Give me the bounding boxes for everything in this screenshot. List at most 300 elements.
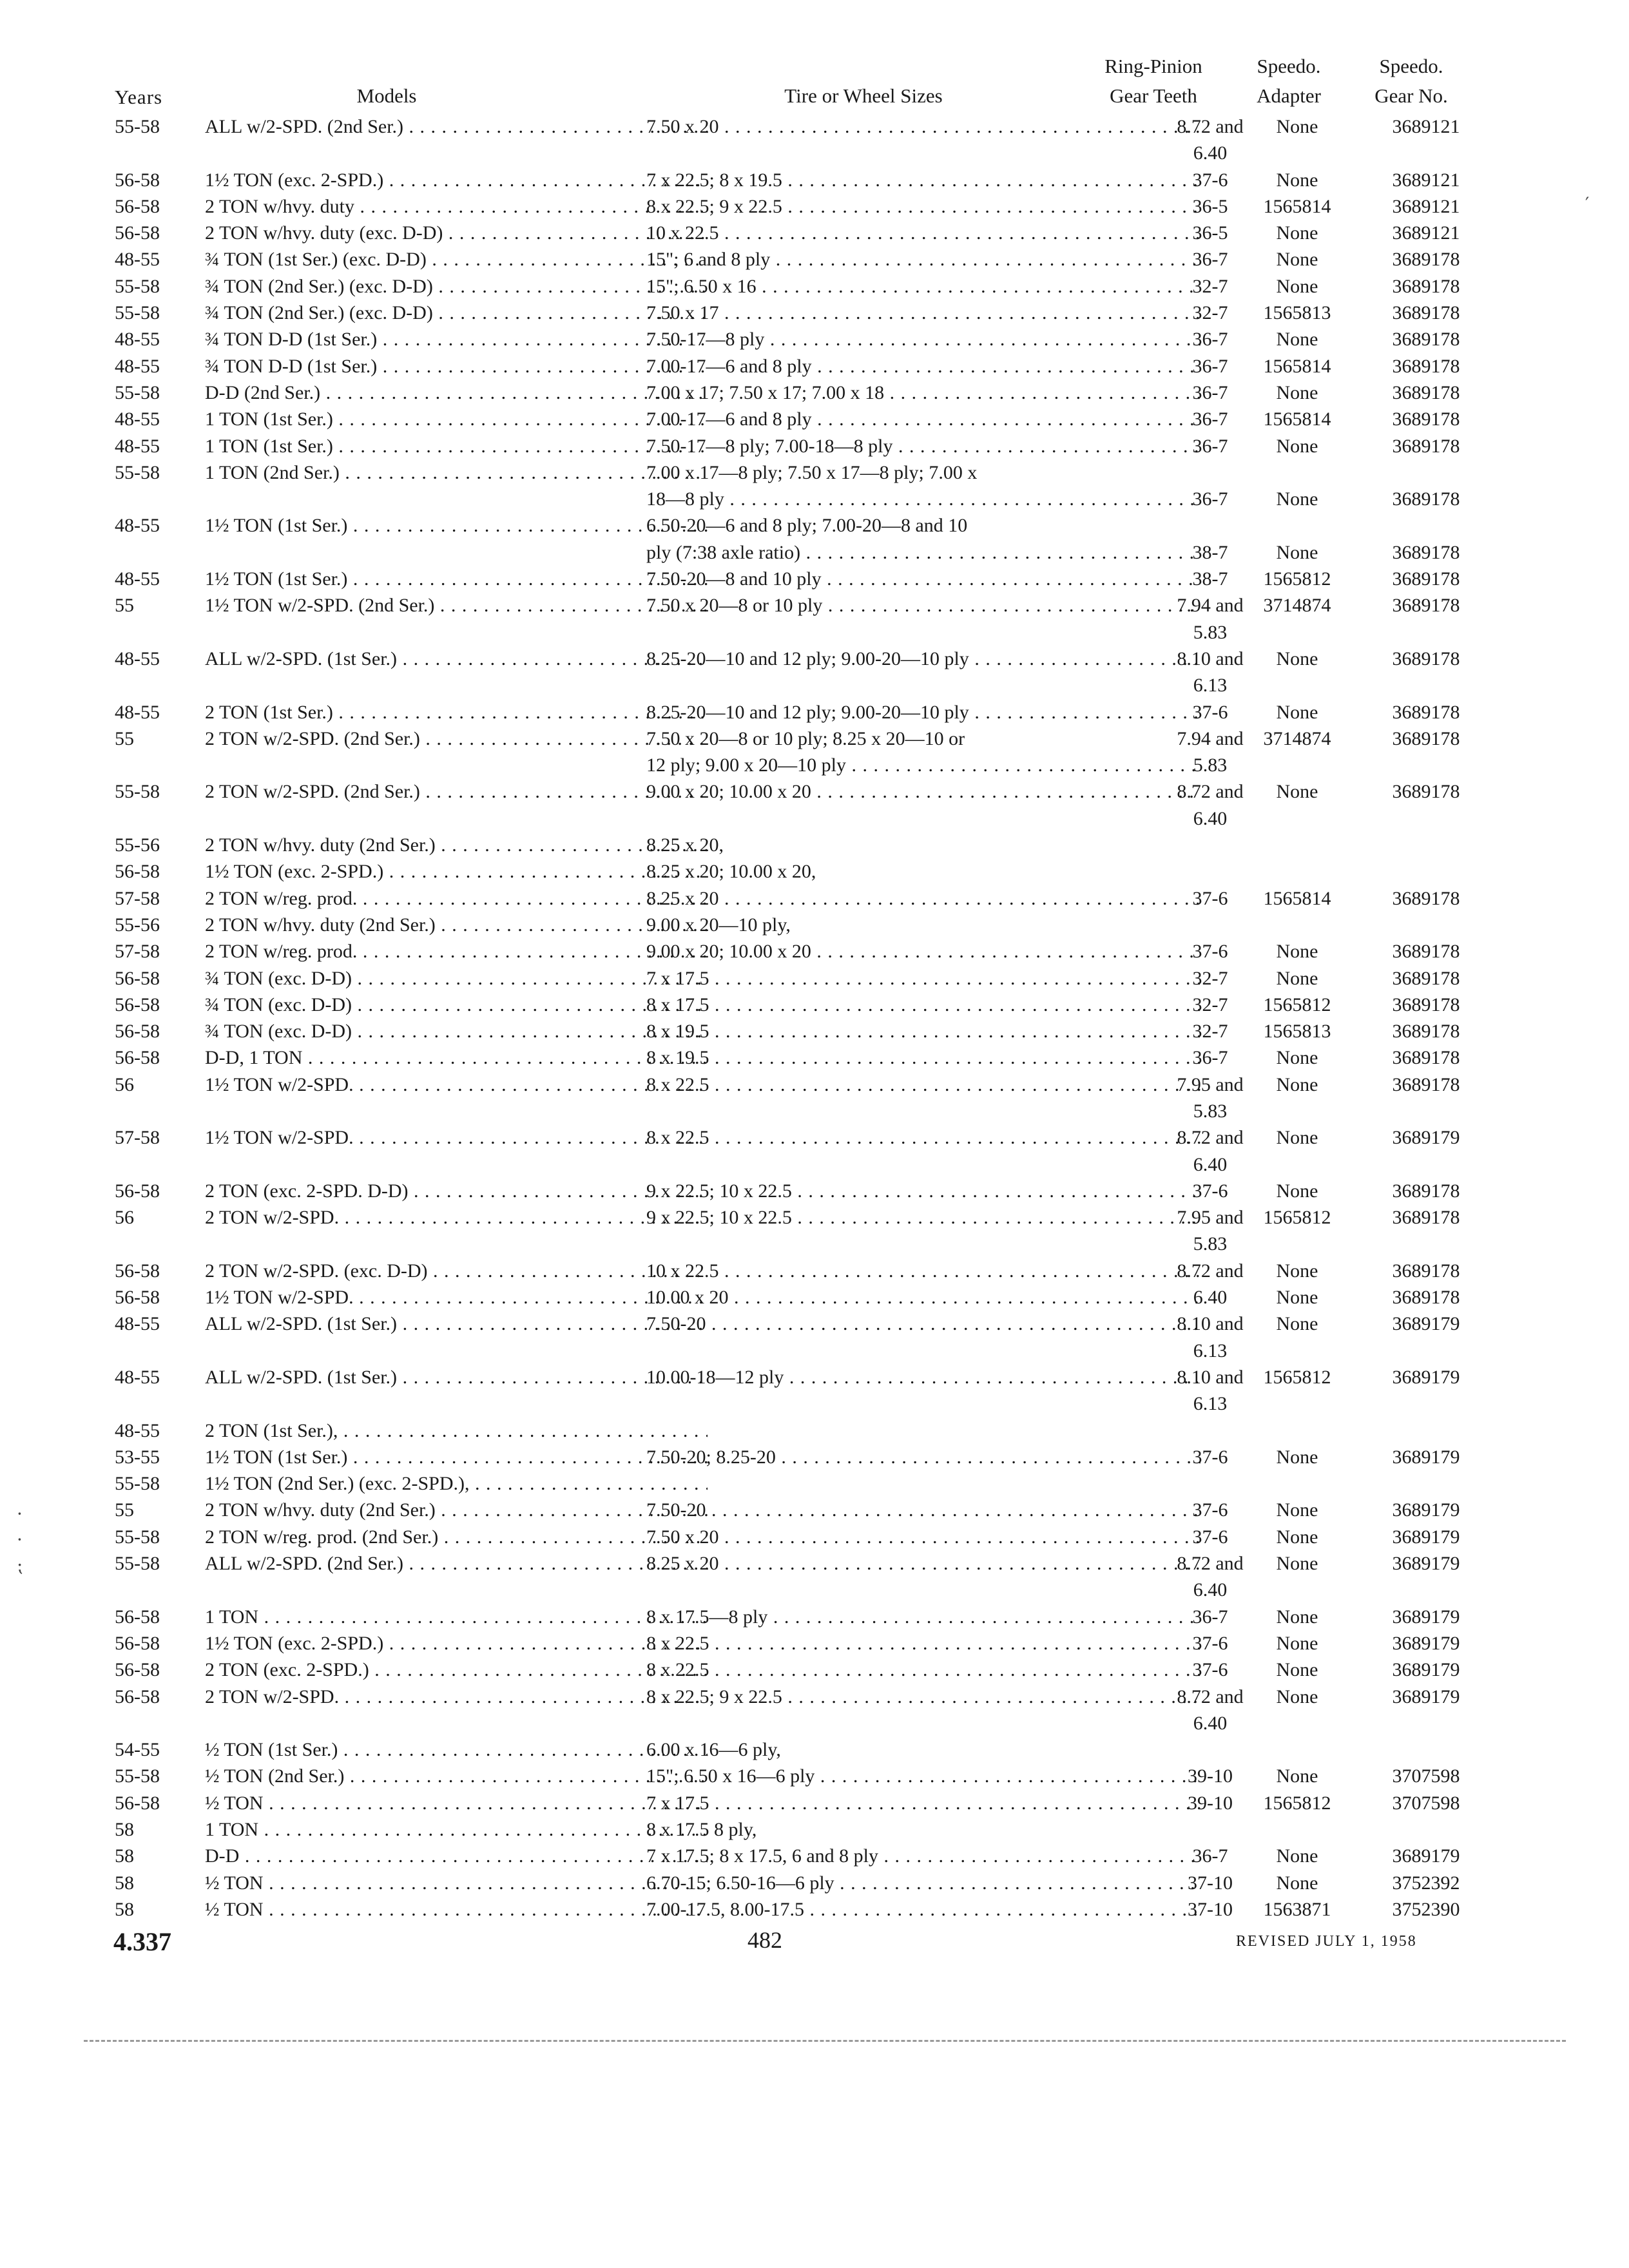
adapter-cell: 1565812 bbox=[1263, 1792, 1331, 1814]
table-row bbox=[115, 459, 1487, 486]
table-row bbox=[115, 1018, 1487, 1044]
header-adapter-line1: Speedo. bbox=[1257, 55, 1321, 77]
page-bottom-rule bbox=[84, 2040, 1566, 2042]
table-row bbox=[115, 1364, 1487, 1390]
year-cell: 48-55 bbox=[115, 408, 160, 430]
year-cell: 56-58 bbox=[115, 1659, 160, 1681]
model-cell: ¾ TON (2nd Ser.) (exc. D-D) . . . bbox=[205, 273, 708, 300]
gear-number-cell: 3689178 bbox=[1392, 275, 1460, 297]
section-number: 4.337 bbox=[113, 1927, 171, 1956]
table-row bbox=[115, 1684, 1487, 1710]
adapter-cell: None bbox=[1276, 941, 1318, 963]
gear-teeth-cell: 6.13 bbox=[1193, 1393, 1228, 1415]
gear-number-cell: 3689178 bbox=[1392, 781, 1460, 803]
gear-teeth-cell: 38-7 bbox=[1192, 541, 1228, 563]
gear-number-cell: 3689178 bbox=[1392, 488, 1460, 510]
year-cell: 56-58 bbox=[115, 195, 160, 217]
gear-teeth-cell: 32-7 bbox=[1192, 302, 1228, 324]
year-cell: 55-58 bbox=[115, 781, 160, 803]
gear-teeth-cell: 38-7 bbox=[1192, 568, 1228, 590]
table-row bbox=[115, 273, 1487, 300]
adapter-cell: None bbox=[1276, 967, 1318, 989]
adapter-cell: None bbox=[1276, 275, 1318, 297]
gear-teeth-cell: 36-7 bbox=[1192, 1606, 1228, 1628]
tire-size-cell: 18—8 ply . . . bbox=[646, 486, 1200, 512]
gear-teeth-cell: 36-5 bbox=[1192, 195, 1228, 217]
year-cell: 55-58 bbox=[115, 275, 160, 297]
header-gear-line1: Ring-Pinion bbox=[1104, 55, 1202, 77]
adapter-cell: None bbox=[1276, 1659, 1318, 1681]
gear-number-cell: 3689121 bbox=[1392, 222, 1460, 244]
tire-size-cell: 12 ply; 9.00 x 20—10 ply . . . bbox=[646, 752, 1200, 778]
model-cell: 2 TON w/reg. prod. (2nd Ser.) . . . bbox=[205, 1524, 708, 1550]
tire-size-cell: 7.50 x 17 . . . bbox=[646, 300, 1200, 326]
model-cell: ¾ TON (1st Ser.) (exc. D-D) . . . bbox=[205, 246, 708, 273]
table-row bbox=[115, 486, 1487, 512]
model-cell: D-D . . . bbox=[205, 1843, 708, 1869]
tire-size-cell: 8 x 22.5; 9 x 22.5 . . . bbox=[646, 1684, 1200, 1710]
gear-teeth-cell: 37-10 bbox=[1188, 1872, 1233, 1894]
gear-number-cell: 3689178 bbox=[1392, 1207, 1460, 1229]
table-row bbox=[115, 193, 1487, 220]
gear-number-cell: 3689121 bbox=[1392, 116, 1460, 137]
gear-teeth-cell: 36-7 bbox=[1192, 355, 1228, 377]
gear-number-cell: 3689178 bbox=[1392, 595, 1460, 617]
table-row bbox=[115, 113, 1487, 140]
table-row bbox=[115, 1790, 1487, 1816]
model-cell: 2 TON w/hvy. duty (2nd Ser.) . . . bbox=[205, 1497, 708, 1523]
year-cell: 57-58 bbox=[115, 887, 160, 909]
model-cell: ¾ TON (exc. D-D) . . . bbox=[205, 965, 708, 992]
table-row bbox=[115, 1444, 1487, 1470]
table-row bbox=[115, 832, 1487, 858]
model-cell: D-D, 1 TON . . . bbox=[205, 1044, 708, 1071]
gear-number-cell: 3689178 bbox=[1392, 994, 1460, 1015]
year-cell: 56-58 bbox=[115, 967, 160, 989]
year-cell: 56 bbox=[115, 1207, 134, 1229]
gear-teeth-cell: 8.72 and bbox=[1177, 1127, 1244, 1149]
gear-teeth-cell: 32-7 bbox=[1192, 275, 1228, 297]
gear-teeth-cell: 8.10 and bbox=[1177, 1313, 1244, 1335]
model-cell: 1½ TON w/2-SPD. . . . bbox=[205, 1284, 708, 1311]
tire-size-cell: 6.70-15; 6.50-16—6 ply . . . bbox=[646, 1870, 1200, 1896]
year-cell: 55-58 bbox=[115, 1553, 160, 1575]
year-cell: 55-58 bbox=[115, 116, 160, 137]
gear-number-cell: 3689178 bbox=[1392, 887, 1460, 909]
year-cell: 54-55 bbox=[115, 1739, 160, 1761]
gear-teeth-cell: 37-6 bbox=[1192, 1526, 1228, 1548]
table-row bbox=[115, 938, 1487, 965]
table-row bbox=[115, 912, 1487, 938]
tire-size-cell: 8.25 x 20 . . . bbox=[646, 885, 1200, 912]
tire-size-cell: 8 x 19.5 . . . bbox=[646, 1044, 1200, 1071]
table-row bbox=[115, 1577, 1487, 1603]
year-cell: 55-58 bbox=[115, 1473, 160, 1495]
gear-teeth-cell: 36-7 bbox=[1192, 408, 1228, 430]
adapter-cell: None bbox=[1276, 1260, 1318, 1282]
header-gearno-line2: Gear No. bbox=[1374, 84, 1448, 107]
gear-teeth-cell: 8.72 and bbox=[1177, 781, 1244, 803]
gear-teeth-cell: 36-5 bbox=[1192, 222, 1228, 244]
gear-number-cell: 3689179 bbox=[1392, 1446, 1460, 1468]
year-cell: 58 bbox=[115, 1898, 134, 1920]
gear-teeth-cell: 5.83 bbox=[1193, 754, 1228, 776]
gear-number-cell: 3689179 bbox=[1392, 1366, 1460, 1388]
table-row bbox=[115, 699, 1487, 726]
tire-size-cell: 9 x 22.5; 10 x 22.5 . . . bbox=[646, 1204, 1200, 1231]
year-cell: 55 bbox=[115, 595, 134, 617]
table-row bbox=[115, 672, 1487, 698]
gear-number-cell: 3689178 bbox=[1392, 1073, 1460, 1095]
tire-size-cell: 8 x 17.5 8 ply, bbox=[646, 1819, 757, 1840]
tire-size-cell: 9.00 x 20; 10.00 x 20 . . . bbox=[646, 778, 1200, 805]
model-cell: ALL w/2-SPD. (1st Ser.) . . . bbox=[205, 1364, 708, 1390]
tire-size-cell: 8.25-20—10 and 12 ply; 9.00-20—10 ply . . . bbox=[646, 699, 1200, 726]
year-cell: 56-58 bbox=[115, 861, 160, 883]
model-cell: ¾ TON D-D (1st Ser.) . . . bbox=[205, 326, 708, 352]
adapter-cell: None bbox=[1276, 435, 1318, 457]
year-cell: 48-55 bbox=[115, 435, 160, 457]
gear-teeth-cell: 5.83 bbox=[1193, 1100, 1228, 1122]
adapter-cell: 1565814 bbox=[1263, 355, 1331, 377]
gear-teeth-cell: 36-7 bbox=[1192, 1047, 1228, 1069]
model-cell: 2 TON w/2-SPD. (2nd Ser.) . . . bbox=[205, 726, 708, 752]
model-cell: 2 TON (1st Ser.), . . . bbox=[205, 1418, 708, 1444]
gear-number-cell: 3689179 bbox=[1392, 1632, 1460, 1654]
table-row bbox=[115, 1258, 1487, 1284]
tire-size-cell: 7.50-20—8 and 10 ply . . . bbox=[646, 566, 1200, 592]
gear-teeth-cell: 6.40 bbox=[1193, 807, 1228, 829]
tire-size-cell: 9.00 x 20; 10.00 x 20 . . . bbox=[646, 938, 1200, 965]
model-cell: 1 TON (1st Ser.) . . . bbox=[205, 433, 708, 459]
tire-size-cell: 7.00 x 17—8 ply; 7.50 x 17—8 ply; 7.00 x bbox=[646, 461, 978, 483]
model-cell: 1½ TON (exc. 2-SPD.) . . . bbox=[205, 1630, 708, 1657]
adapter-cell: None bbox=[1276, 1287, 1318, 1309]
header-tire-sizes: Tire or Wheel Sizes bbox=[784, 84, 943, 107]
adapter-cell: 1565814 bbox=[1263, 408, 1331, 430]
table-row bbox=[115, 1338, 1487, 1364]
table-row bbox=[115, 619, 1487, 646]
tire-size-cell: 7.50 x 20 . . . bbox=[646, 1524, 1200, 1550]
table-row bbox=[115, 1550, 1487, 1577]
table-row bbox=[115, 1896, 1487, 1923]
revised-date: REVISED JULY 1, 1958 bbox=[1236, 1933, 1417, 1950]
adapter-cell: None bbox=[1276, 1180, 1318, 1202]
tire-size-cell: 10.00 x 20 . . . bbox=[646, 1284, 1200, 1311]
tire-size-cell: 8 x 22.5 . . . bbox=[646, 1657, 1200, 1683]
tire-size-cell: 7.00 x 17; 7.50 x 17; 7.00 x 18 . . . bbox=[646, 380, 1200, 406]
tire-size-cell: 8.25 x 20, bbox=[646, 834, 724, 856]
tire-size-cell: 10 x 22.5 . . . bbox=[646, 220, 1200, 246]
gear-teeth-cell: 6.13 bbox=[1193, 1340, 1228, 1361]
year-cell: 48-55 bbox=[115, 1313, 160, 1335]
table-row bbox=[115, 1044, 1487, 1071]
gear-teeth-cell: 37-10 bbox=[1188, 1898, 1233, 1920]
model-cell: 2 TON w/hvy. duty (exc. D-D) . . . bbox=[205, 220, 708, 246]
year-cell: 57-58 bbox=[115, 941, 160, 963]
gear-number-cell: 3689179 bbox=[1392, 1686, 1460, 1707]
adapter-cell: None bbox=[1276, 1872, 1318, 1894]
adapter-cell: 1565814 bbox=[1263, 195, 1331, 217]
table-row bbox=[115, 858, 1487, 885]
table-row bbox=[115, 220, 1487, 246]
table-row bbox=[115, 885, 1487, 912]
gear-teeth-cell: 7.95 and bbox=[1177, 1207, 1244, 1229]
gear-number-cell: 3689121 bbox=[1392, 195, 1460, 217]
model-cell: 2 TON w/reg. prod. . . . bbox=[205, 885, 708, 912]
model-cell: 1½ TON (exc. 2-SPD.) . . . bbox=[205, 167, 708, 193]
tire-size-cell: 7 x 22.5; 8 x 19.5 . . . bbox=[646, 167, 1200, 193]
tire-size-cell: 15"; 6.50 x 16—6 ply . . . bbox=[646, 1763, 1200, 1789]
year-cell: 55 bbox=[115, 1499, 134, 1521]
table-row bbox=[115, 566, 1487, 592]
gear-number-cell: 3689178 bbox=[1392, 967, 1460, 989]
table-row bbox=[115, 380, 1487, 406]
adapter-cell: None bbox=[1276, 541, 1318, 563]
table-row bbox=[115, 1604, 1487, 1630]
gear-teeth-cell: 7.95 and bbox=[1177, 1073, 1244, 1095]
header-gear-line2: Gear Teeth bbox=[1110, 84, 1197, 107]
adapter-cell: 3714874 bbox=[1263, 595, 1331, 617]
tire-size-cell: 7.50-17—8 ply; 7.00-18—8 ply . . . bbox=[646, 433, 1200, 459]
table-row bbox=[115, 646, 1487, 672]
model-cell: 1 TON (1st Ser.) . . . bbox=[205, 406, 708, 432]
gear-number-cell: 3689178 bbox=[1392, 355, 1460, 377]
adapter-cell: None bbox=[1276, 1047, 1318, 1069]
adapter-cell: None bbox=[1276, 1499, 1318, 1521]
year-cell: 55-58 bbox=[115, 461, 160, 483]
model-cell: 2 TON w/2-SPD. (exc. D-D) . . . bbox=[205, 1258, 708, 1284]
table-row bbox=[115, 140, 1487, 166]
year-cell: 55 bbox=[115, 727, 134, 749]
gear-number-cell: 3689178 bbox=[1392, 302, 1460, 324]
adapter-cell: None bbox=[1276, 1446, 1318, 1468]
adapter-cell: None bbox=[1276, 648, 1318, 669]
gear-number-cell: 3689179 bbox=[1392, 1313, 1460, 1335]
model-cell: 1½ TON (exc. 2-SPD.) . . . bbox=[205, 858, 708, 885]
gear-teeth-cell: 7.94 and bbox=[1177, 595, 1244, 617]
margin-tick-mark: ′ bbox=[1585, 193, 1590, 215]
gear-number-cell: 3707598 bbox=[1392, 1792, 1460, 1814]
year-cell: 56-58 bbox=[115, 1287, 160, 1309]
model-cell: 2 TON (1st Ser.) . . . bbox=[205, 699, 708, 726]
gear-number-cell: 3689178 bbox=[1392, 1260, 1460, 1282]
adapter-cell: None bbox=[1276, 701, 1318, 723]
gear-number-cell: 3689178 bbox=[1392, 701, 1460, 723]
table-row bbox=[115, 1710, 1487, 1736]
tire-size-cell: 6.00 x 16—6 ply, bbox=[646, 1739, 781, 1761]
table-row bbox=[115, 1231, 1487, 1257]
tire-size-cell: 9 x 22.5; 10 x 22.5 . . . bbox=[646, 1178, 1200, 1204]
gear-number-cell: 3689178 bbox=[1392, 249, 1460, 271]
year-cell: 48-55 bbox=[115, 1419, 160, 1441]
gear-teeth-cell: 6.40 bbox=[1193, 1712, 1228, 1734]
year-cell: 56-58 bbox=[115, 1047, 160, 1069]
gear-teeth-cell: 36-7 bbox=[1192, 381, 1228, 403]
year-cell: 56-58 bbox=[115, 222, 160, 244]
gear-teeth-cell: 37-6 bbox=[1192, 169, 1228, 191]
table-row bbox=[115, 433, 1487, 459]
model-cell: 2 TON w/2-SPD. (2nd Ser.) . . . bbox=[205, 778, 708, 805]
gear-teeth-cell: 39-10 bbox=[1188, 1792, 1233, 1814]
gear-teeth-cell: 6.40 bbox=[1193, 1579, 1228, 1601]
tire-size-cell: 10 x 22.5 . . . bbox=[646, 1258, 1200, 1284]
tire-size-cell: 8 x 17.5 . . . bbox=[646, 992, 1200, 1018]
gear-teeth-cell: 36-7 bbox=[1192, 1845, 1228, 1867]
gear-number-cell: 3689178 bbox=[1392, 1287, 1460, 1309]
gear-number-cell: 3689178 bbox=[1392, 727, 1460, 749]
table-row bbox=[115, 726, 1487, 752]
model-cell: 1½ TON (1st Ser.) . . . bbox=[205, 512, 708, 539]
header-years: Years bbox=[114, 86, 163, 108]
table-row bbox=[115, 406, 1487, 432]
model-cell: ALL w/2-SPD. (1st Ser.) . . . bbox=[205, 646, 708, 672]
year-cell: 56-58 bbox=[115, 1260, 160, 1282]
adapter-cell: None bbox=[1276, 1686, 1318, 1707]
model-cell: ½ TON . . . bbox=[205, 1790, 708, 1816]
table-row bbox=[115, 539, 1487, 566]
tire-size-cell: 7.00-17—6 and 8 ply . . . bbox=[646, 406, 1200, 432]
gear-teeth-cell: 37-6 bbox=[1192, 1659, 1228, 1681]
table-row bbox=[115, 1284, 1487, 1311]
year-cell: 56-58 bbox=[115, 1606, 160, 1628]
gear-number-cell: 3689178 bbox=[1392, 541, 1460, 563]
table-row bbox=[115, 1736, 1487, 1763]
adapter-cell: None bbox=[1276, 1127, 1318, 1149]
gear-teeth-cell: 6.13 bbox=[1193, 675, 1228, 697]
tire-size-cell: 6.50-20—6 and 8 ply; 7.00-20—8 and 10 bbox=[646, 515, 968, 537]
table-row bbox=[115, 1098, 1487, 1124]
gear-teeth-cell: 8.72 and bbox=[1177, 1553, 1244, 1575]
gear-teeth-cell: 8.10 and bbox=[1177, 1366, 1244, 1388]
year-cell: 55-56 bbox=[115, 834, 160, 856]
gear-teeth-cell: 6.40 bbox=[1193, 1287, 1228, 1309]
year-cell: 48-55 bbox=[115, 249, 160, 271]
year-cell: 55-58 bbox=[115, 302, 160, 324]
year-cell: 48-55 bbox=[115, 329, 160, 351]
year-cell: 48-55 bbox=[115, 515, 160, 537]
table-row bbox=[115, 1390, 1487, 1417]
adapter-cell: None bbox=[1276, 222, 1318, 244]
gear-number-cell: 3689178 bbox=[1392, 329, 1460, 351]
year-cell: 58 bbox=[115, 1845, 134, 1867]
table-row bbox=[115, 167, 1487, 193]
table-row bbox=[115, 300, 1487, 326]
adapter-cell: 1565812 bbox=[1263, 994, 1331, 1015]
gear-teeth-cell: 6.40 bbox=[1193, 142, 1228, 164]
adapter-cell: None bbox=[1276, 1632, 1318, 1654]
adapter-cell: None bbox=[1276, 169, 1318, 191]
year-cell: 57-58 bbox=[115, 1127, 160, 1149]
tire-size-cell: 7.50 x 20—8 or 10 ply . . . bbox=[646, 592, 1200, 619]
model-cell: 2 TON w/hvy. duty . . . bbox=[205, 193, 708, 220]
year-cell: 58 bbox=[115, 1872, 134, 1894]
model-cell: ½ TON . . . bbox=[205, 1896, 708, 1923]
gear-number-cell: 3689178 bbox=[1392, 408, 1460, 430]
model-cell: 2 TON w/2-SPD. . . . bbox=[205, 1204, 708, 1231]
gear-number-cell: 3689178 bbox=[1392, 381, 1460, 403]
table-row bbox=[115, 1311, 1487, 1337]
adapter-cell: None bbox=[1276, 116, 1318, 137]
table-row bbox=[115, 326, 1487, 352]
gear-teeth-cell: 6.40 bbox=[1193, 1153, 1228, 1175]
table-row bbox=[115, 1124, 1487, 1151]
gear-number-cell: 3689179 bbox=[1392, 1845, 1460, 1867]
gear-number-cell: 3689179 bbox=[1392, 1499, 1460, 1521]
adapter-cell: None bbox=[1276, 381, 1318, 403]
tire-size-cell: 10.00-18—12 ply . . . bbox=[646, 1364, 1200, 1390]
model-cell: 1½ TON (1st Ser.) . . . bbox=[205, 1444, 708, 1470]
gear-number-cell: 3689178 bbox=[1392, 1180, 1460, 1202]
gear-number-cell: 3689179 bbox=[1392, 1606, 1460, 1628]
table-row bbox=[115, 1072, 1487, 1098]
model-cell: ¾ TON (exc. D-D) . . . bbox=[205, 1018, 708, 1044]
year-cell: 48-55 bbox=[115, 1366, 160, 1388]
header-adapter-line2: Adapter bbox=[1257, 84, 1321, 107]
tire-size-cell: 8.25 x 20 . . . bbox=[646, 1550, 1200, 1577]
tire-size-cell: 8 x 19.5 . . . bbox=[646, 1018, 1200, 1044]
table-row bbox=[115, 1870, 1487, 1896]
year-cell: 55-58 bbox=[115, 1765, 160, 1787]
table-row bbox=[115, 246, 1487, 273]
gear-teeth-cell: 37-6 bbox=[1192, 887, 1228, 909]
adapter-cell: None bbox=[1276, 1606, 1318, 1628]
tire-size-cell: 9.00 x 20—10 ply, bbox=[646, 914, 791, 936]
gear-teeth-cell: 32-7 bbox=[1192, 967, 1228, 989]
adapter-cell: None bbox=[1276, 1765, 1318, 1787]
gear-number-cell: 3689179 bbox=[1392, 1127, 1460, 1149]
gear-number-cell: 3752390 bbox=[1392, 1898, 1460, 1920]
gear-number-cell: 3689179 bbox=[1392, 1526, 1460, 1548]
adapter-cell: 1565813 bbox=[1263, 302, 1331, 324]
table-row bbox=[115, 1843, 1487, 1869]
model-cell: 1 TON . . . bbox=[205, 1604, 708, 1630]
year-cell: 48-55 bbox=[115, 648, 160, 669]
year-cell: 55-58 bbox=[115, 381, 160, 403]
model-cell: ¾ TON (2nd Ser.) (exc. D-D) . . . bbox=[205, 300, 708, 326]
tire-size-cell: 7.50 x 20—8 or 10 ply; 8.25 x 20—10 or bbox=[646, 727, 965, 749]
year-cell: 55-56 bbox=[115, 914, 160, 936]
gear-teeth-cell: 8.72 and bbox=[1177, 1260, 1244, 1282]
table-row bbox=[115, 1497, 1487, 1523]
gear-teeth-cell: 37-6 bbox=[1192, 1632, 1228, 1654]
model-cell: 2 TON w/2-SPD. . . . bbox=[205, 1684, 708, 1710]
gear-teeth-cell: 36-7 bbox=[1192, 329, 1228, 351]
model-cell: ½ TON . . . bbox=[205, 1870, 708, 1896]
year-cell: 56-58 bbox=[115, 1632, 160, 1654]
tire-size-cell: 8 x 17.5—8 ply . . . bbox=[646, 1604, 1200, 1630]
year-cell: 56-58 bbox=[115, 1021, 160, 1043]
adapter-cell: 1565812 bbox=[1263, 1207, 1331, 1229]
gear-teeth-cell: 5.83 bbox=[1193, 621, 1228, 643]
year-cell: 56-58 bbox=[115, 1792, 160, 1814]
model-cell: 1 TON . . . bbox=[205, 1816, 708, 1843]
model-cell: 1½ TON w/2-SPD. (2nd Ser.) . . . bbox=[205, 592, 708, 619]
table-row bbox=[115, 1657, 1487, 1683]
tire-size-cell: 7.50-20 . . . bbox=[646, 1311, 1200, 1337]
model-cell: 2 TON w/hvy. duty (2nd Ser.) . . . bbox=[205, 832, 708, 858]
model-cell: ALL w/2-SPD. (2nd Ser.) . . . bbox=[205, 113, 708, 140]
adapter-cell: None bbox=[1276, 1526, 1318, 1548]
adapter-cell: 3714874 bbox=[1263, 727, 1331, 749]
gear-teeth-cell: 8.72 and bbox=[1177, 1686, 1244, 1707]
tire-size-cell: 7.50-20; 8.25-20 . . . bbox=[646, 1444, 1200, 1470]
model-cell: 2 TON w/reg. prod. . . . bbox=[205, 938, 708, 965]
year-cell: 58 bbox=[115, 1819, 134, 1840]
adapter-cell: None bbox=[1276, 488, 1318, 510]
table-row bbox=[115, 1630, 1487, 1657]
gear-number-cell: 3752392 bbox=[1392, 1872, 1460, 1894]
